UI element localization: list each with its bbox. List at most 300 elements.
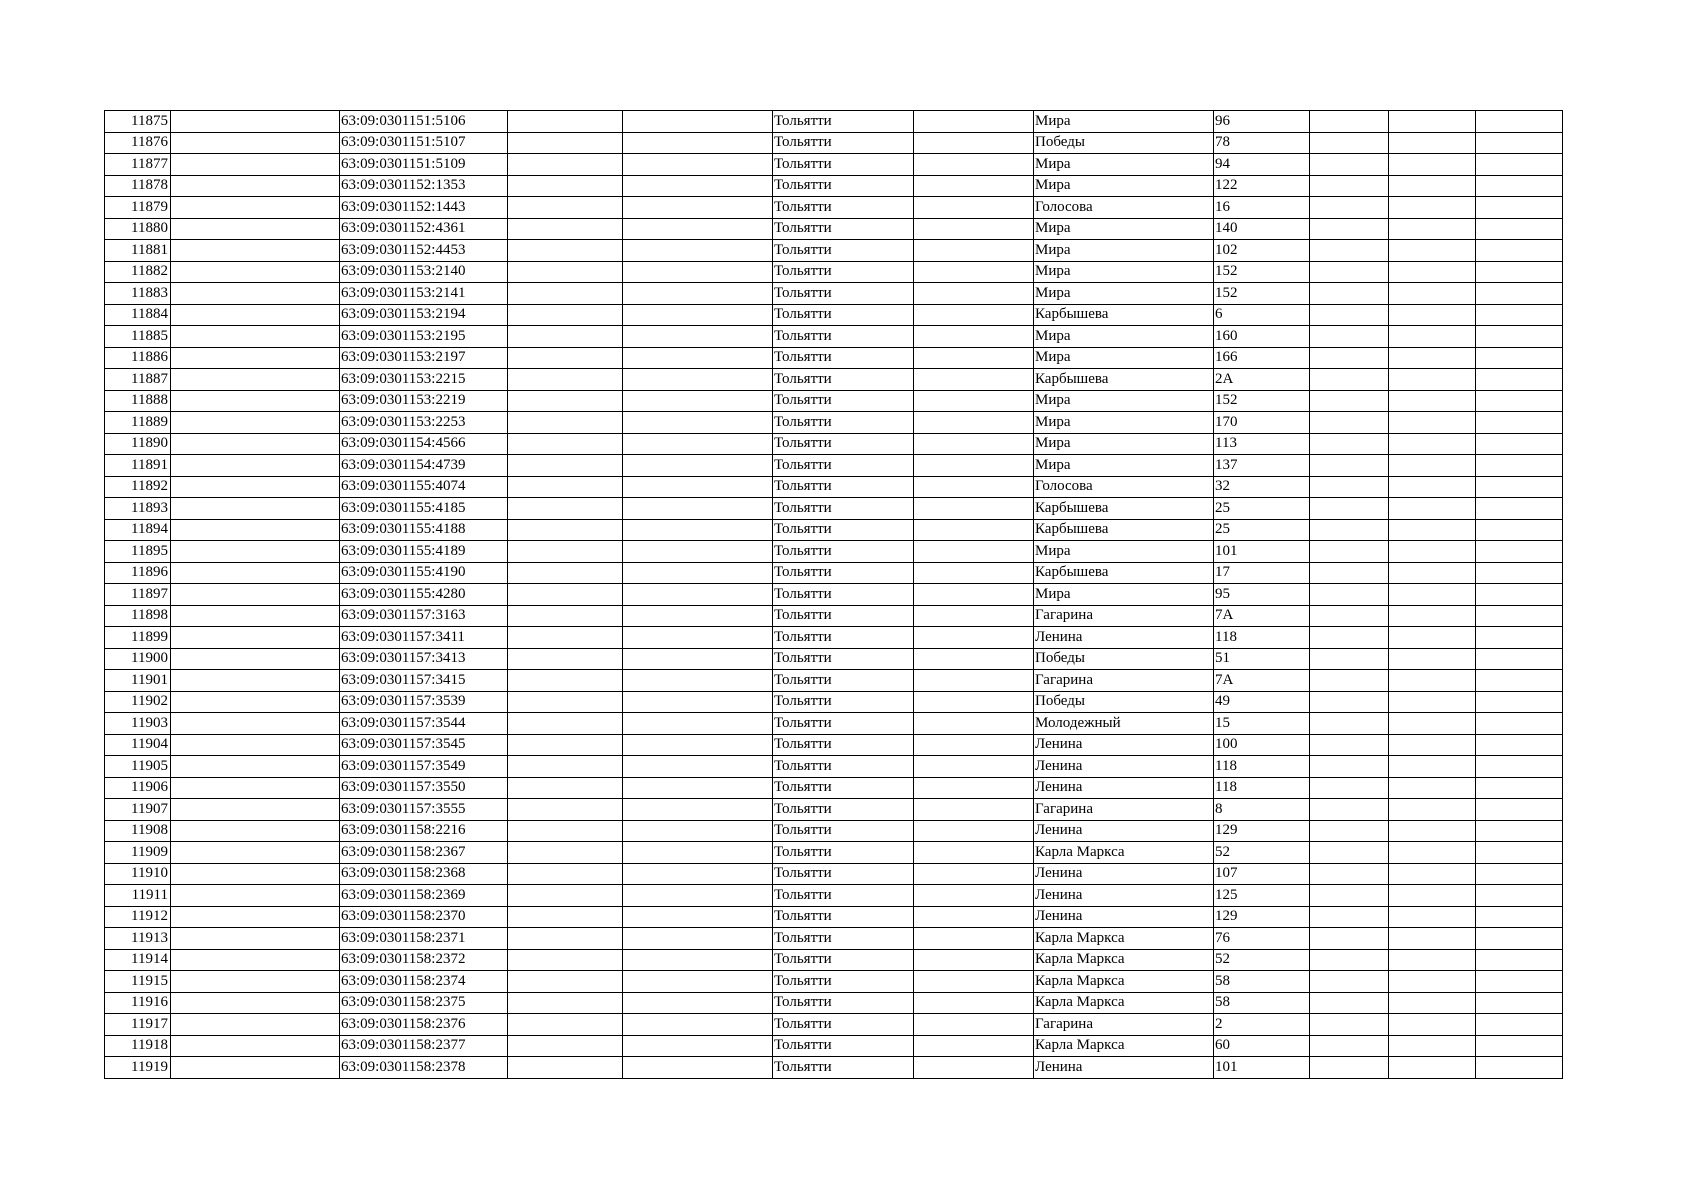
empty-cell	[623, 885, 773, 907]
empty-cell	[914, 261, 1034, 283]
empty-cell	[171, 1014, 340, 1036]
city-cell: Тольятти	[773, 283, 914, 305]
empty-cell	[1476, 842, 1563, 864]
empty-cell	[1310, 777, 1389, 799]
city-cell: Тольятти	[773, 949, 914, 971]
empty-cell	[914, 734, 1034, 756]
empty-cell	[508, 111, 623, 133]
empty-cell	[1310, 261, 1389, 283]
cadastral-number-cell: 63:09:0301158:2374	[340, 971, 508, 993]
table-row	[105, 476, 1563, 498]
street-cell: Карла Маркса	[1034, 992, 1214, 1014]
house-number-cell: 102	[1214, 240, 1310, 262]
row-number-cell: 11889	[105, 412, 171, 434]
table-row	[105, 347, 1563, 369]
empty-cell	[1476, 670, 1563, 692]
empty-cell	[1389, 928, 1476, 950]
empty-cell	[1389, 605, 1476, 627]
empty-cell	[1310, 283, 1389, 305]
table-row	[105, 1014, 1563, 1036]
table-row	[105, 949, 1563, 971]
street-cell: Карбышева	[1034, 519, 1214, 541]
table-row	[105, 842, 1563, 864]
row-number-cell: 11900	[105, 648, 171, 670]
city-cell: Тольятти	[773, 971, 914, 993]
table-row	[105, 197, 1563, 219]
street-cell: Мира	[1034, 347, 1214, 369]
row-number-cell: 11896	[105, 562, 171, 584]
table-row	[105, 390, 1563, 412]
city-cell: Тольятти	[773, 218, 914, 240]
empty-cell	[508, 154, 623, 176]
house-number-cell: 166	[1214, 347, 1310, 369]
empty-cell	[1310, 541, 1389, 563]
empty-cell	[1389, 347, 1476, 369]
cadastral-number-cell: 63:09:0301153:2197	[340, 347, 508, 369]
city-cell: Тольятти	[773, 132, 914, 154]
empty-cell	[914, 347, 1034, 369]
empty-cell	[171, 132, 340, 154]
empty-cell	[508, 971, 623, 993]
empty-cell	[623, 949, 773, 971]
empty-cell	[1310, 111, 1389, 133]
empty-cell	[508, 175, 623, 197]
row-number-cell: 11918	[105, 1035, 171, 1057]
house-number-cell: 17	[1214, 562, 1310, 584]
empty-cell	[1389, 1014, 1476, 1036]
cadastral-number-cell: 63:09:0301152:1353	[340, 175, 508, 197]
table-row	[105, 433, 1563, 455]
empty-cell	[914, 326, 1034, 348]
empty-cell	[1389, 648, 1476, 670]
table-row	[105, 1057, 1563, 1079]
empty-cell	[914, 992, 1034, 1014]
empty-cell	[914, 369, 1034, 391]
row-number-cell: 11897	[105, 584, 171, 606]
city-cell: Тольятти	[773, 1057, 914, 1079]
cadastral-number-cell: 63:09:0301153:2219	[340, 390, 508, 412]
house-number-cell: 129	[1214, 906, 1310, 928]
empty-cell	[623, 928, 773, 950]
table-row	[105, 756, 1563, 778]
empty-cell	[508, 777, 623, 799]
empty-cell	[1476, 627, 1563, 649]
street-cell: Ленина	[1034, 734, 1214, 756]
row-number-cell: 11875	[105, 111, 171, 133]
table-row	[105, 777, 1563, 799]
empty-cell	[623, 261, 773, 283]
street-cell: Мира	[1034, 390, 1214, 412]
cadastral-number-cell: 63:09:0301157:3545	[340, 734, 508, 756]
street-cell: Победы	[1034, 691, 1214, 713]
city-cell: Тольятти	[773, 992, 914, 1014]
empty-cell	[1310, 691, 1389, 713]
house-number-cell: 2А	[1214, 369, 1310, 391]
cadastral-number-cell: 63:09:0301152:4453	[340, 240, 508, 262]
empty-cell	[1310, 928, 1389, 950]
row-number-cell: 11917	[105, 1014, 171, 1036]
row-number-cell: 11888	[105, 390, 171, 412]
street-cell: Ленина	[1034, 777, 1214, 799]
empty-cell	[914, 132, 1034, 154]
empty-cell	[171, 412, 340, 434]
empty-cell	[623, 240, 773, 262]
empty-cell	[171, 283, 340, 305]
empty-cell	[914, 1057, 1034, 1079]
empty-cell	[508, 691, 623, 713]
row-number-cell: 11885	[105, 326, 171, 348]
empty-cell	[1476, 906, 1563, 928]
empty-cell	[1310, 498, 1389, 520]
empty-cell	[171, 885, 340, 907]
empty-cell	[1389, 584, 1476, 606]
empty-cell	[508, 863, 623, 885]
empty-cell	[1310, 433, 1389, 455]
empty-cell	[623, 584, 773, 606]
empty-cell	[623, 390, 773, 412]
empty-cell	[1389, 756, 1476, 778]
empty-cell	[508, 390, 623, 412]
empty-cell	[914, 799, 1034, 821]
empty-cell	[1389, 842, 1476, 864]
row-number-cell: 11913	[105, 928, 171, 950]
empty-cell	[1476, 111, 1563, 133]
city-cell: Тольятти	[773, 1014, 914, 1036]
empty-cell	[508, 562, 623, 584]
empty-cell	[1476, 713, 1563, 735]
row-number-cell: 11905	[105, 756, 171, 778]
empty-cell	[1310, 218, 1389, 240]
house-number-cell: 78	[1214, 132, 1310, 154]
empty-cell	[914, 412, 1034, 434]
empty-cell	[508, 734, 623, 756]
empty-cell	[914, 476, 1034, 498]
row-number-cell: 11880	[105, 218, 171, 240]
house-number-cell: 25	[1214, 519, 1310, 541]
empty-cell	[171, 218, 340, 240]
empty-cell	[508, 1035, 623, 1057]
city-cell: Тольятти	[773, 175, 914, 197]
empty-cell	[1310, 971, 1389, 993]
street-cell: Ленина	[1034, 756, 1214, 778]
empty-cell	[508, 519, 623, 541]
empty-cell	[508, 906, 623, 928]
cadastral-number-cell: 63:09:0301158:2371	[340, 928, 508, 950]
empty-cell	[508, 369, 623, 391]
cadastral-number-cell: 63:09:0301157:3549	[340, 756, 508, 778]
empty-cell	[171, 799, 340, 821]
empty-cell	[1310, 906, 1389, 928]
empty-cell	[508, 713, 623, 735]
empty-cell	[171, 971, 340, 993]
city-cell: Тольятти	[773, 111, 914, 133]
city-cell: Тольятти	[773, 519, 914, 541]
city-cell: Тольятти	[773, 412, 914, 434]
empty-cell	[1476, 777, 1563, 799]
empty-cell	[1389, 240, 1476, 262]
empty-cell	[1310, 842, 1389, 864]
empty-cell	[1310, 584, 1389, 606]
empty-cell	[171, 756, 340, 778]
street-cell: Гагарина	[1034, 670, 1214, 692]
empty-cell	[1389, 971, 1476, 993]
row-number-cell: 11893	[105, 498, 171, 520]
street-cell: Карла Маркса	[1034, 971, 1214, 993]
empty-cell	[1476, 519, 1563, 541]
cadastral-number-cell: 63:09:0301157:3555	[340, 799, 508, 821]
house-number-cell: 76	[1214, 928, 1310, 950]
cadastral-number-cell: 63:09:0301157:3550	[340, 777, 508, 799]
cadastral-number-cell: 63:09:0301153:2140	[340, 261, 508, 283]
empty-cell	[1310, 648, 1389, 670]
empty-cell	[623, 1057, 773, 1079]
house-number-cell: 160	[1214, 326, 1310, 348]
table-row	[105, 627, 1563, 649]
empty-cell	[1389, 820, 1476, 842]
table-row	[105, 928, 1563, 950]
empty-cell	[508, 412, 623, 434]
empty-cell	[1476, 154, 1563, 176]
empty-cell	[171, 992, 340, 1014]
table-row	[105, 713, 1563, 735]
row-number-cell: 11881	[105, 240, 171, 262]
row-number-cell: 11912	[105, 906, 171, 928]
table-row	[105, 326, 1563, 348]
street-cell: Мира	[1034, 326, 1214, 348]
empty-cell	[508, 799, 623, 821]
empty-cell	[1389, 1035, 1476, 1057]
cadastral-number-cell: 63:09:0301153:2215	[340, 369, 508, 391]
empty-cell	[1476, 218, 1563, 240]
house-number-cell: 140	[1214, 218, 1310, 240]
empty-cell	[1389, 498, 1476, 520]
street-cell: Ленина	[1034, 906, 1214, 928]
empty-cell	[914, 519, 1034, 541]
table-row	[105, 584, 1563, 606]
empty-cell	[623, 132, 773, 154]
cadastral-number-cell: 63:09:0301158:2367	[340, 842, 508, 864]
empty-cell	[508, 541, 623, 563]
house-number-cell: 122	[1214, 175, 1310, 197]
row-number-cell: 11915	[105, 971, 171, 993]
empty-cell	[508, 584, 623, 606]
house-number-cell: 101	[1214, 1057, 1310, 1079]
house-number-cell: 7А	[1214, 670, 1310, 692]
empty-cell	[171, 240, 340, 262]
empty-cell	[1476, 240, 1563, 262]
empty-cell	[1389, 627, 1476, 649]
table-row	[105, 906, 1563, 928]
row-number-cell: 11914	[105, 949, 171, 971]
empty-cell	[1389, 799, 1476, 821]
empty-cell	[1476, 756, 1563, 778]
empty-cell	[914, 691, 1034, 713]
street-cell: Карла Маркса	[1034, 928, 1214, 950]
empty-cell	[171, 476, 340, 498]
empty-cell	[914, 1014, 1034, 1036]
empty-cell	[1389, 261, 1476, 283]
empty-cell	[1476, 885, 1563, 907]
empty-cell	[623, 175, 773, 197]
table-row	[105, 369, 1563, 391]
empty-cell	[914, 455, 1034, 477]
empty-cell	[508, 218, 623, 240]
street-cell: Мира	[1034, 154, 1214, 176]
city-cell: Тольятти	[773, 1035, 914, 1057]
empty-cell	[623, 519, 773, 541]
street-cell: Мира	[1034, 455, 1214, 477]
empty-cell	[1389, 283, 1476, 305]
empty-cell	[1389, 132, 1476, 154]
empty-cell	[508, 197, 623, 219]
empty-cell	[1310, 1014, 1389, 1036]
table-row	[105, 261, 1563, 283]
house-number-cell: 2	[1214, 1014, 1310, 1036]
table-row	[105, 283, 1563, 305]
table-row	[105, 412, 1563, 434]
cadastral-number-cell: 63:09:0301158:2216	[340, 820, 508, 842]
house-number-cell: 52	[1214, 842, 1310, 864]
empty-cell	[914, 949, 1034, 971]
cadastral-number-cell: 63:09:0301154:4566	[340, 433, 508, 455]
empty-cell	[914, 670, 1034, 692]
table-row	[105, 111, 1563, 133]
row-number-cell: 11879	[105, 197, 171, 219]
empty-cell	[1310, 670, 1389, 692]
house-number-cell: 60	[1214, 1035, 1310, 1057]
empty-cell	[1389, 562, 1476, 584]
empty-cell	[1389, 455, 1476, 477]
empty-cell	[623, 906, 773, 928]
city-cell: Тольятти	[773, 777, 914, 799]
empty-cell	[171, 455, 340, 477]
street-cell: Гагарина	[1034, 1014, 1214, 1036]
city-cell: Тольятти	[773, 154, 914, 176]
table-row	[105, 820, 1563, 842]
empty-cell	[914, 304, 1034, 326]
street-cell: Карбышева	[1034, 498, 1214, 520]
city-cell: Тольятти	[773, 240, 914, 262]
table-row	[105, 670, 1563, 692]
table-row	[105, 154, 1563, 176]
empty-cell	[171, 605, 340, 627]
table-row	[105, 885, 1563, 907]
empty-cell	[1476, 304, 1563, 326]
street-cell: Карла Маркса	[1034, 949, 1214, 971]
empty-cell	[508, 842, 623, 864]
row-number-cell: 11884	[105, 304, 171, 326]
empty-cell	[1310, 885, 1389, 907]
empty-cell	[1310, 1035, 1389, 1057]
empty-cell	[508, 1057, 623, 1079]
empty-cell	[1389, 197, 1476, 219]
street-cell: Мира	[1034, 412, 1214, 434]
city-cell: Тольятти	[773, 648, 914, 670]
empty-cell	[623, 347, 773, 369]
city-cell: Тольятти	[773, 498, 914, 520]
empty-cell	[508, 1014, 623, 1036]
empty-cell	[508, 304, 623, 326]
empty-cell	[171, 541, 340, 563]
city-cell: Тольятти	[773, 885, 914, 907]
empty-cell	[1389, 992, 1476, 1014]
empty-cell	[1476, 132, 1563, 154]
street-cell: Мира	[1034, 175, 1214, 197]
empty-cell	[1476, 992, 1563, 1014]
empty-cell	[1476, 455, 1563, 477]
cadastral-number-cell: 63:09:0301155:4185	[340, 498, 508, 520]
empty-cell	[171, 627, 340, 649]
row-number-cell: 11898	[105, 605, 171, 627]
cadastral-number-cell: 63:09:0301158:2370	[340, 906, 508, 928]
row-number-cell: 11910	[105, 863, 171, 885]
city-cell: Тольятти	[773, 455, 914, 477]
cadastral-number-cell: 63:09:0301153:2253	[340, 412, 508, 434]
cadastral-number-cell: 63:09:0301158:2369	[340, 885, 508, 907]
empty-cell	[1389, 713, 1476, 735]
cadastral-number-cell: 63:09:0301158:2378	[340, 1057, 508, 1079]
empty-cell	[1476, 347, 1563, 369]
street-cell: Карла Маркса	[1034, 1035, 1214, 1057]
city-cell: Тольятти	[773, 820, 914, 842]
city-cell: Тольятти	[773, 369, 914, 391]
empty-cell	[1389, 218, 1476, 240]
empty-cell	[171, 820, 340, 842]
house-number-cell: 94	[1214, 154, 1310, 176]
house-number-cell: 15	[1214, 713, 1310, 735]
empty-cell	[623, 992, 773, 1014]
empty-cell	[623, 218, 773, 240]
city-cell: Тольятти	[773, 842, 914, 864]
row-number-cell: 11877	[105, 154, 171, 176]
cadastral-number-cell: 63:09:0301155:4280	[340, 584, 508, 606]
cadastral-number-cell: 63:09:0301155:4189	[340, 541, 508, 563]
house-number-cell: 113	[1214, 433, 1310, 455]
empty-cell	[171, 863, 340, 885]
row-number-cell: 11882	[105, 261, 171, 283]
empty-cell	[914, 1035, 1034, 1057]
empty-cell	[623, 713, 773, 735]
empty-cell	[1476, 734, 1563, 756]
empty-cell	[1476, 863, 1563, 885]
empty-cell	[1476, 283, 1563, 305]
empty-cell	[1476, 175, 1563, 197]
empty-cell	[623, 304, 773, 326]
house-number-cell: 107	[1214, 863, 1310, 885]
table-row	[105, 734, 1563, 756]
empty-cell	[1476, 476, 1563, 498]
empty-cell	[171, 261, 340, 283]
empty-cell	[508, 455, 623, 477]
empty-cell	[171, 713, 340, 735]
street-cell: Гагарина	[1034, 605, 1214, 627]
empty-cell	[914, 562, 1034, 584]
empty-cell	[171, 1057, 340, 1079]
row-number-cell: 11886	[105, 347, 171, 369]
empty-cell	[508, 132, 623, 154]
empty-cell	[508, 885, 623, 907]
row-number-cell: 11899	[105, 627, 171, 649]
empty-cell	[1476, 562, 1563, 584]
empty-cell	[1389, 906, 1476, 928]
table-row	[105, 863, 1563, 885]
city-cell: Тольятти	[773, 691, 914, 713]
empty-cell	[508, 756, 623, 778]
empty-cell	[171, 648, 340, 670]
cadastral-number-cell: 63:09:0301152:4361	[340, 218, 508, 240]
table-body	[105, 111, 1563, 1079]
row-number-cell: 11916	[105, 992, 171, 1014]
